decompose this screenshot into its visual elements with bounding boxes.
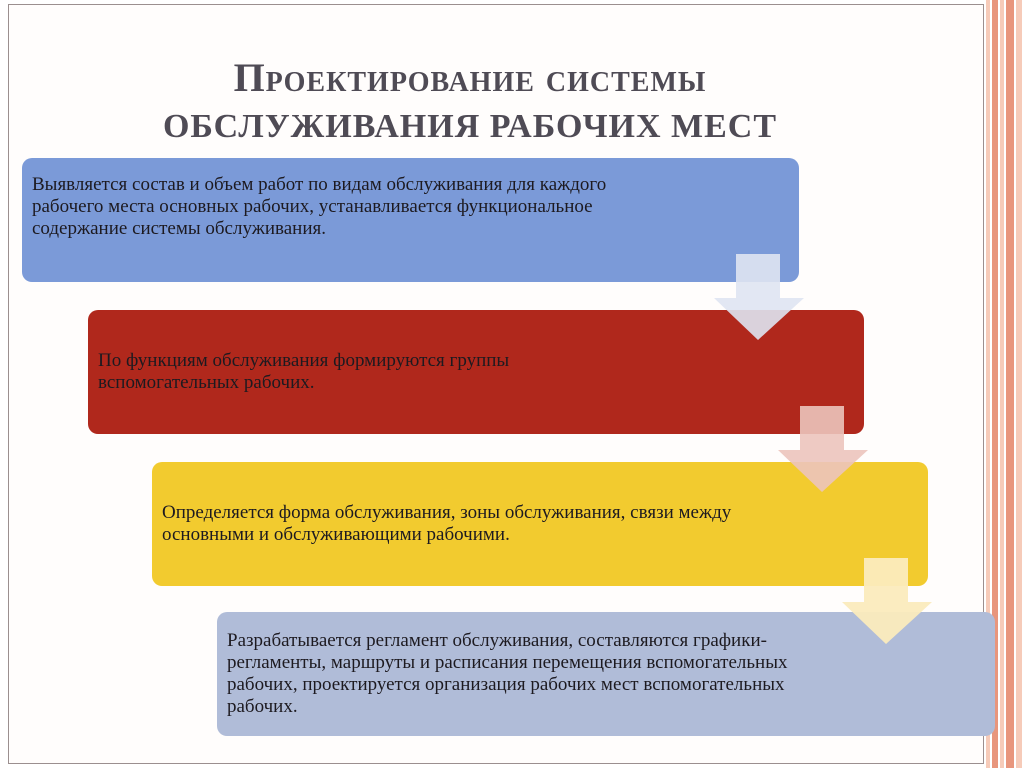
step-text-1: Выявляется состав и объем работ по видам обслуживания для каждого рабочего места основных рабочих, устанавливается функциональное содержание системы обслуживания. xyxy=(32,174,607,239)
step-text-2: По функциям обслуживания формируются группы вспомогательных рабочих. xyxy=(98,350,510,393)
down-arrow-icon xyxy=(712,252,806,342)
step-text-4: Разрабатывается регламент обслуживания, составляются графики-регламенты, маршруты и расписания перемещения вспомогательных рабочих, проектируется организация рабочих мест вспомогательных рабочих. xyxy=(227,630,788,717)
slide-title xyxy=(60,52,880,150)
down-arrow-icon xyxy=(776,404,870,494)
stripe xyxy=(1000,0,1004,768)
down-arrow-icon xyxy=(840,556,934,646)
title-line-1: Проектирование системы xyxy=(233,55,707,100)
step-box-1 xyxy=(22,158,799,282)
stripe xyxy=(1006,0,1014,768)
title-line-2: ОБСЛУЖИВАНИЯ РАБОЧИХ МЕСТ xyxy=(162,108,778,145)
stripe xyxy=(1016,0,1022,768)
step-text-3: Определяется форма обслуживания, зоны обслуживания, связи между основными и обслуживающими рабочими. xyxy=(162,502,732,545)
